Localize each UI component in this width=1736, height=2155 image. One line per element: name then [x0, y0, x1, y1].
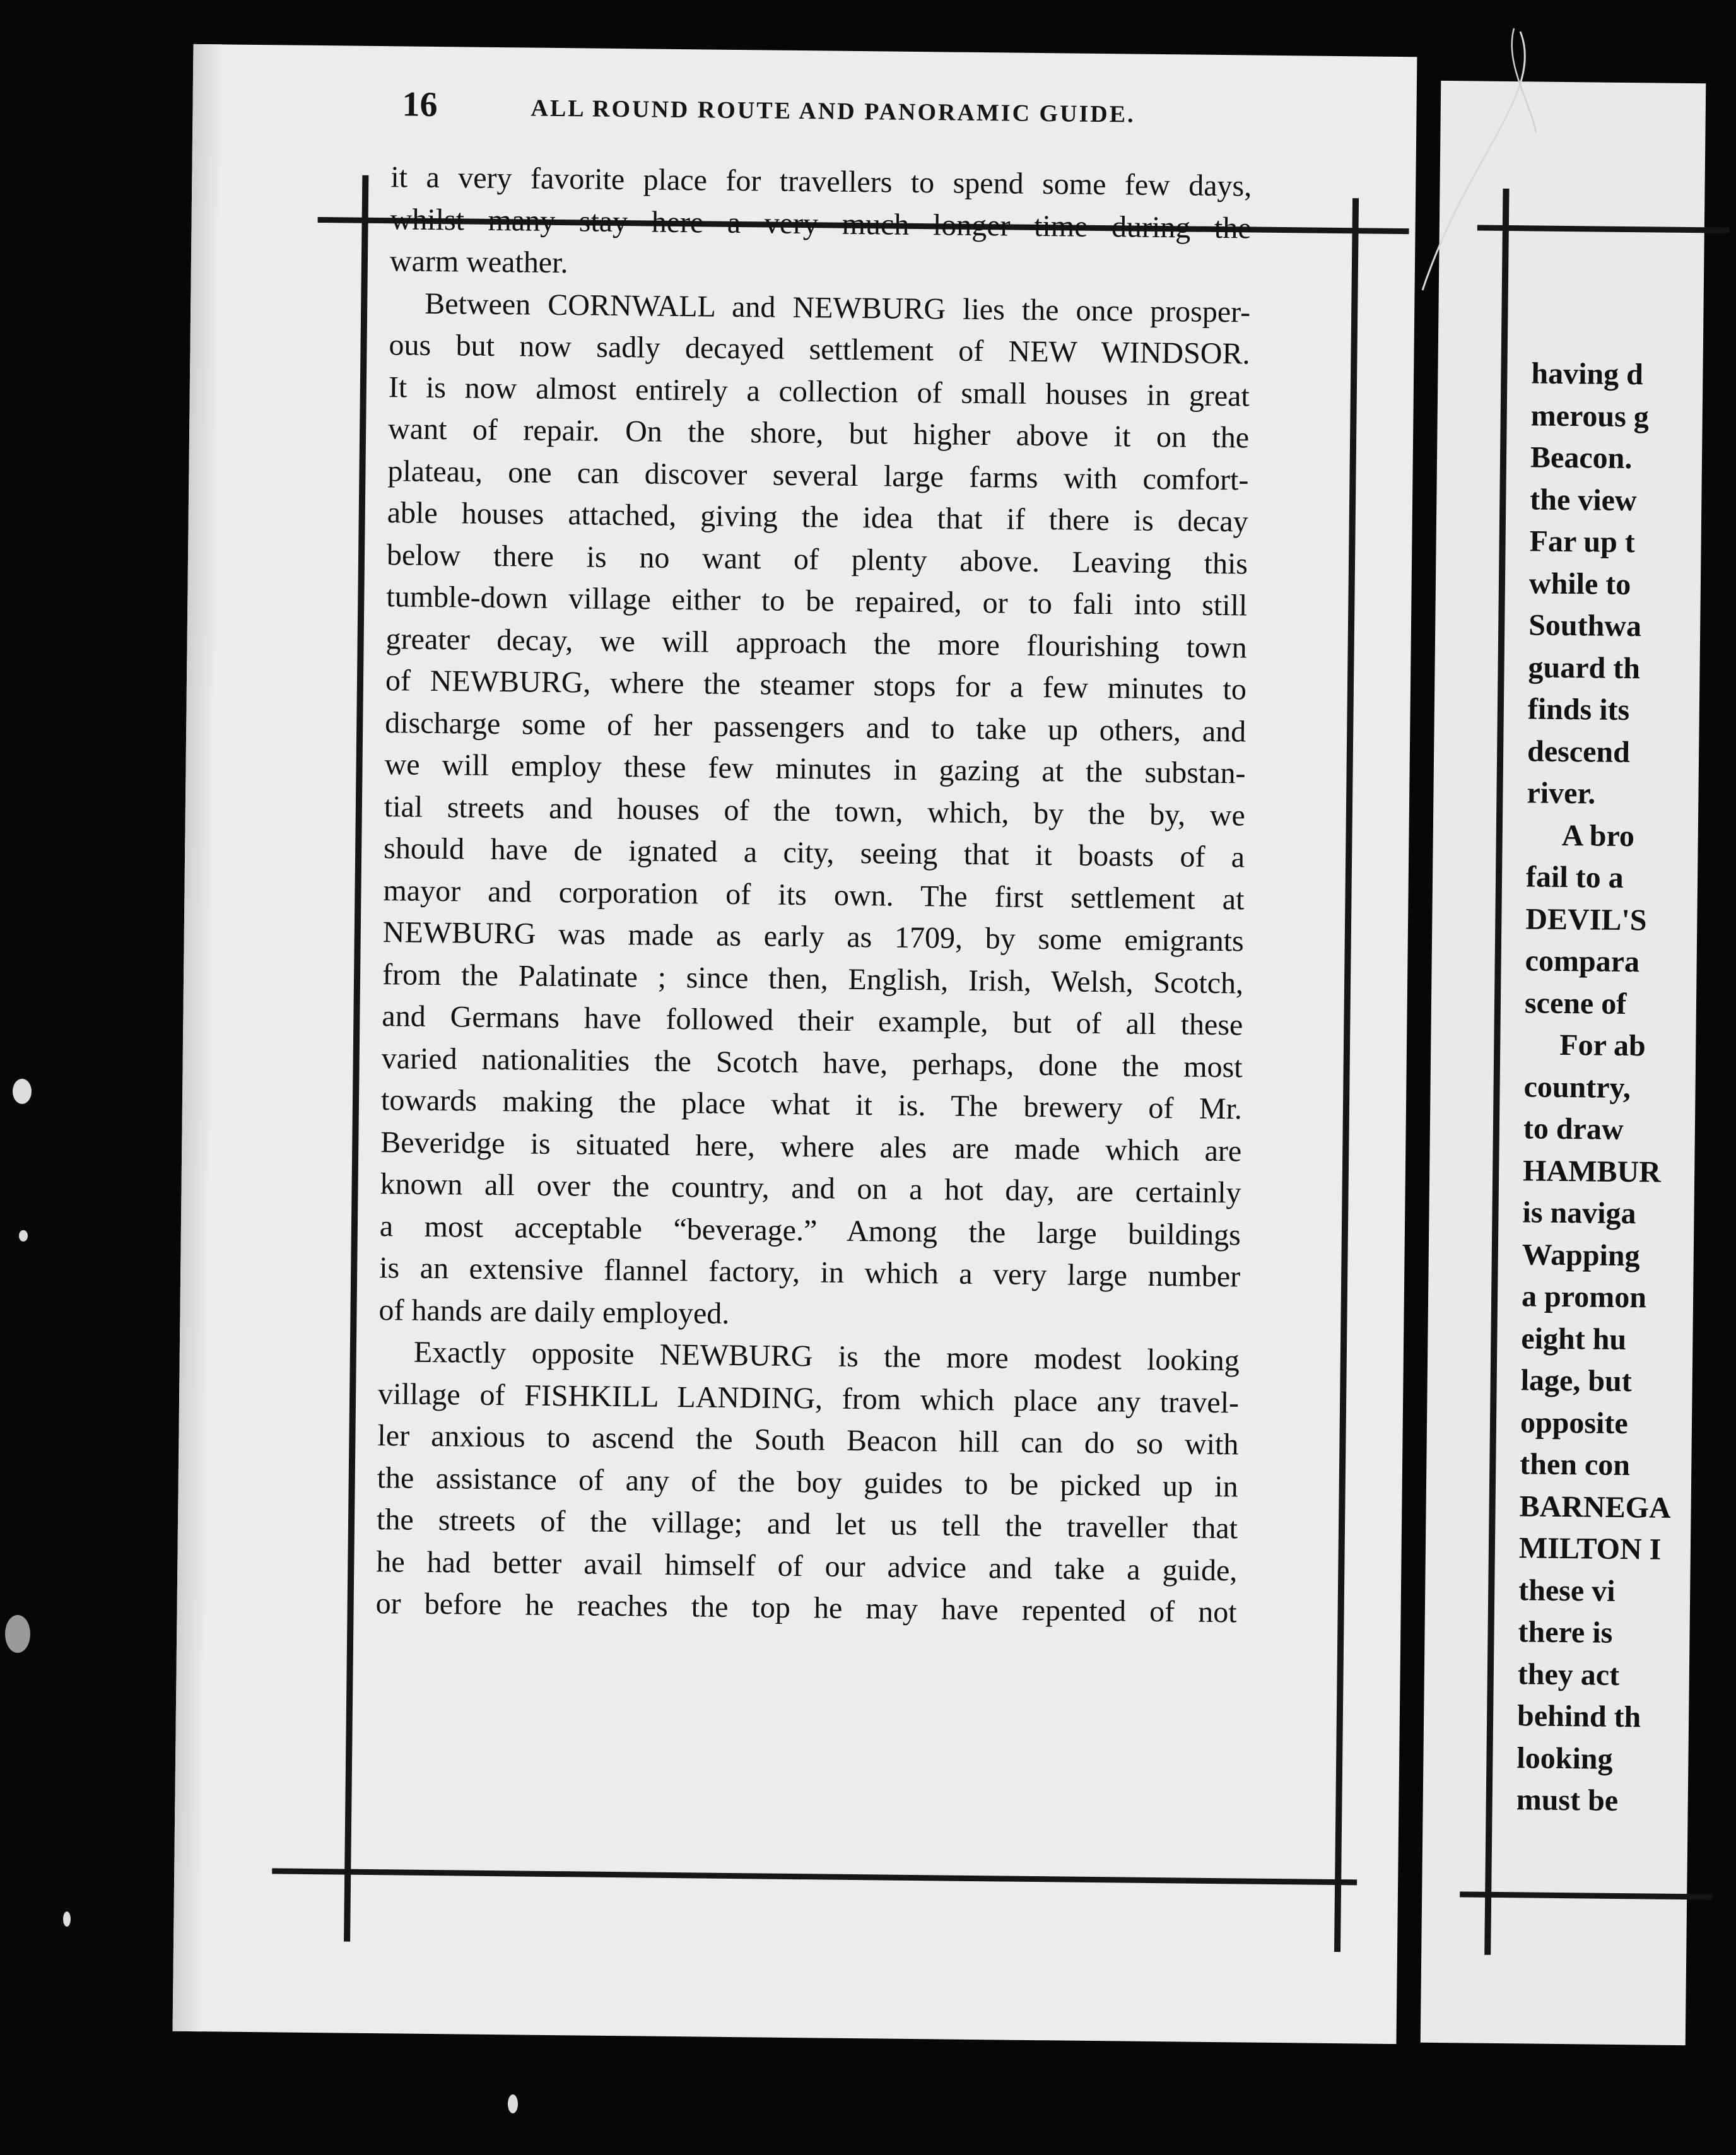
right-page: [1421, 81, 1706, 2045]
text-line: fail to a: [1525, 860, 1624, 895]
text-line: opposite: [1520, 1405, 1629, 1440]
text-line: HAMBUR: [1522, 1153, 1662, 1189]
text-line: Beacon.: [1530, 440, 1633, 476]
text-line: warm weather.: [389, 244, 568, 280]
text-line: the view: [1530, 482, 1637, 517]
text-line: ler anxious to ascend the South Beacon hill can do so with: [377, 1419, 1239, 1462]
text-line: a promon: [1521, 1279, 1647, 1315]
body-text: [375, 156, 1252, 1634]
text-line: or before he reaches the top he may have repented of not: [375, 1587, 1237, 1629]
text-line: compara: [1525, 944, 1640, 979]
text-line: want of repair. On the shore, but higher above it on the: [387, 412, 1250, 455]
text-line: village of FISHKILL LANDING, from which place any travel-: [377, 1377, 1240, 1419]
right-border-rule: [1334, 198, 1359, 1952]
text-line: there is: [1518, 1615, 1613, 1650]
text-line: he had better avail himself of our advice and take a guide,: [376, 1544, 1238, 1587]
page-header: [402, 84, 1241, 143]
text-line: we will employ these few minutes in gazing at the substan-: [384, 748, 1246, 790]
text-line: MILTON I: [1518, 1531, 1662, 1566]
text-line: then con: [1520, 1447, 1631, 1483]
text-line: Far up t: [1529, 524, 1636, 560]
text-line: known all over the country, and on a hot day, are certainly: [380, 1167, 1241, 1210]
text-line: Southwa: [1528, 608, 1642, 643]
text-line: A bro: [1561, 818, 1635, 853]
text-line: behind th: [1516, 1699, 1641, 1734]
text-line: is naviga: [1522, 1195, 1636, 1231]
text-line: It is now almost entirely a collection of small houses in great: [388, 370, 1250, 413]
left-page: [173, 44, 1417, 2044]
text-line: these vi: [1518, 1573, 1616, 1608]
dust-speck: [5, 1615, 30, 1653]
text-line: mayor and corporation of its own. The first settlement at: [383, 873, 1245, 916]
loose-thread: [1410, 25, 1549, 353]
text-line: river.: [1527, 776, 1596, 811]
text-line: NEWBURG was made as early as 1709, by some emigrants: [382, 915, 1245, 958]
text-line: it a very favorite place for travellers to spend some few days,: [390, 160, 1252, 203]
text-line: looking: [1516, 1741, 1613, 1776]
left-border-rule: [344, 175, 368, 1942]
text-line: a most acceptable “beverage.” Among the large buildings: [379, 1209, 1241, 1252]
text-line: of hands are daily employed.: [378, 1293, 730, 1330]
text-line: greater decay, we will approach the more flourishing town: [385, 621, 1247, 664]
text-line: below there is no want of plenty above. Leaving this: [386, 537, 1248, 580]
text-line: Wapping: [1522, 1237, 1640, 1272]
right-page-border-rule: [1484, 189, 1509, 1955]
text-line: they act: [1517, 1657, 1620, 1692]
text-line: plateau, one can discover several large farms with comfort-: [387, 454, 1249, 496]
text-line: eight hu: [1521, 1321, 1627, 1356]
dust-speck: [19, 1230, 28, 1242]
text-line: must be: [1516, 1783, 1619, 1817]
text-line: Exactly opposite NEWBURG is the more modest looking: [413, 1335, 1240, 1378]
running-title: ALL ROUND ROUTE AND PANORAMIC GUIDE.: [531, 95, 1135, 128]
text-line: descend: [1527, 734, 1631, 769]
dust-speck: [63, 1911, 71, 1927]
text-line: Beveridge is situated here, where ales are made which are: [380, 1125, 1242, 1168]
text-line: guard th: [1528, 650, 1641, 685]
dust-speck: [508, 2094, 518, 2113]
text-line: should have de ignated a city, seeing that it boasts of a: [383, 831, 1245, 874]
text-line: having d: [1531, 356, 1644, 392]
text-line: tial streets and houses of the town, which, by the by, we: [384, 789, 1246, 832]
text-line: towards making the place what it is. The brewery of Mr.: [380, 1083, 1243, 1126]
text-line: finds its: [1527, 692, 1630, 727]
text-line: able houses attached, giving the idea that if there is decay: [387, 496, 1248, 539]
text-line: lage, but: [1520, 1363, 1633, 1399]
text-line: Between CORNWALL and NEWBURG lies the once prosper-: [424, 286, 1251, 329]
text-line: the streets of the village; and let us tell the traveller that: [376, 1503, 1238, 1546]
text-line: whilst many stay here a very much longer time during the: [390, 202, 1252, 245]
text-line: discharge some of her passengers and to take up others, and: [385, 705, 1246, 748]
right-bottom-border-rule: [1460, 1891, 1712, 1900]
text-line: to draw: [1523, 1112, 1624, 1147]
text-line: is an extensive flannel factory, in which a very large number: [378, 1251, 1241, 1294]
text-line: merous g: [1530, 398, 1650, 433]
text-line: of NEWBURG, where the steamer stops for a few minutes to: [385, 664, 1247, 707]
text-line: DEVIL'S: [1525, 901, 1647, 937]
text-line: and Germans have followed their example, but of all these: [382, 999, 1243, 1042]
text-line: the assistance of any of the boy guides to be picked up in: [377, 1460, 1238, 1503]
text-line: ous but now sadly decayed settlement of NEW WINDSOR.: [389, 328, 1250, 371]
dust-speck: [13, 1079, 32, 1104]
text-line: scene of: [1524, 985, 1627, 1021]
text-line: varied nationalities the Scotch have, perhaps, done the most: [381, 1041, 1243, 1084]
bottom-border-rule: [272, 1868, 1357, 1885]
page-number: 16: [402, 85, 438, 124]
text-line: For ab: [1559, 1028, 1646, 1063]
text-line: BARNEGA: [1519, 1489, 1671, 1525]
right-page-text: [1516, 353, 1733, 1823]
text-line: from the Palatinate ; since then, English, Irish, Welsh, Scotch,: [382, 957, 1244, 1000]
text-line: country,: [1523, 1069, 1631, 1105]
text-line: while to: [1528, 566, 1631, 601]
text-line: tumble-down village either to be repaired, or to fali into still: [386, 580, 1248, 623]
